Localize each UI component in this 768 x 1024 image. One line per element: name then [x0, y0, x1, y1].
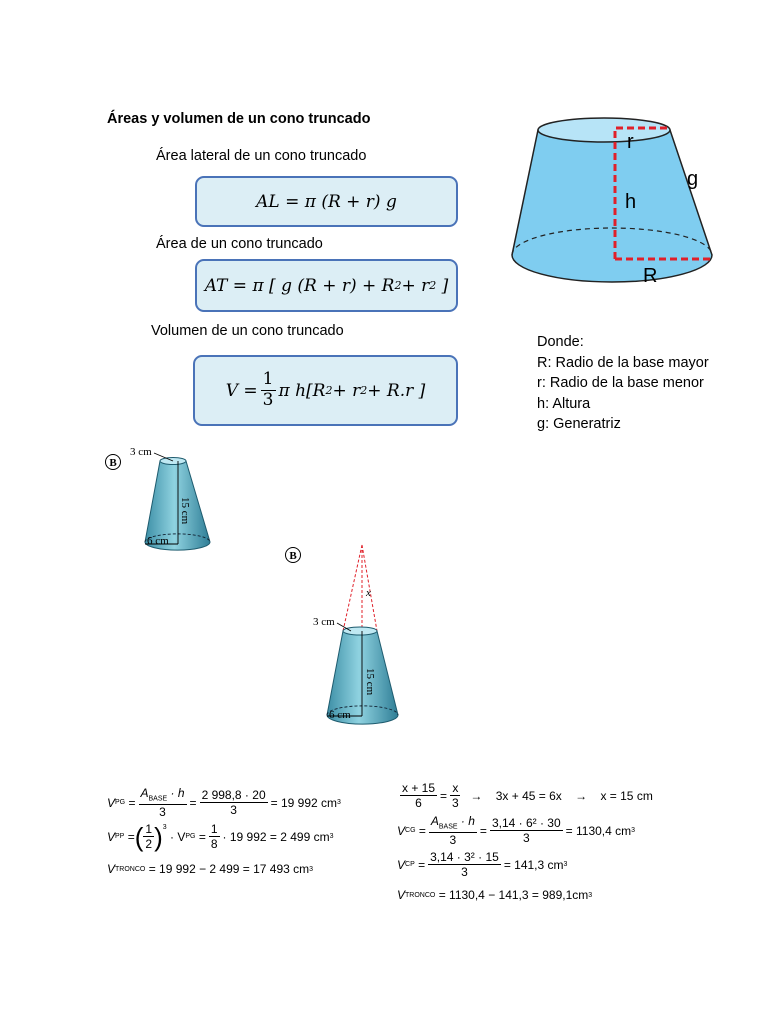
paren-close: ) — [154, 821, 163, 852]
vpp-fnum: 1 — [210, 822, 218, 836]
vcg-result: = 1130,4 cm — [565, 823, 632, 838]
vpp-sub: PP — [115, 833, 125, 841]
badge-b: B — [109, 457, 117, 469]
vpp-v: V — [107, 829, 116, 844]
at-lhs: AT = — [204, 275, 248, 296]
label-R: R — [643, 265, 658, 287]
apex-line-left — [343, 545, 362, 631]
label-h: h — [625, 191, 637, 213]
vpp-eq: = — [127, 829, 135, 844]
vtr-result: = 1130,4 − 141,3 = 989,1cm — [438, 888, 589, 902]
lateral-area-label: Área lateral de un cono truncado — [156, 148, 367, 164]
al-rhs: π (R + r) g — [304, 191, 397, 212]
vpg-h: · h — [167, 786, 185, 800]
at-mid: + r — [401, 275, 430, 296]
vpg-den1: 3 — [159, 804, 166, 819]
legend-heading: Donde: — [537, 334, 584, 350]
vpg-sub: PG — [115, 799, 126, 807]
vpp-pexp: 3 — [162, 824, 167, 831]
page-title: Áreas y volumen de un cono truncado — [107, 111, 371, 127]
volume-formula — [193, 355, 458, 426]
al-lhs: AL = — [256, 191, 300, 212]
calc-proportion — [397, 781, 653, 811]
vcp-sub: CP — [405, 861, 415, 869]
vpp-result: · 19 992 = 2 499 cm — [222, 829, 330, 844]
vcp-num: 3,14 · 3² · 15 — [430, 850, 499, 864]
small-frustum-figure — [100, 440, 220, 565]
vcp-frac — [428, 850, 501, 880]
v-exp1: 2 — [325, 384, 333, 397]
at-exp2: 2 — [429, 279, 437, 292]
lateral-area-formula — [195, 176, 458, 227]
frustum-top — [538, 118, 670, 142]
prop-rest: → 3x + 45 = 6x → x = 15 cm — [470, 788, 653, 803]
vcp-eq: = — [418, 857, 426, 872]
ext-height-label: 15 cm — [364, 668, 376, 696]
vpp-mid: · V — [170, 829, 186, 844]
vcg-v: V — [397, 823, 406, 838]
vcg-frac1 — [429, 814, 477, 847]
vpg-abase: A — [140, 786, 149, 800]
vcg-exp: 3 — [631, 827, 636, 835]
vcg-h: · h — [457, 814, 475, 828]
vt-sub: TRONCO — [115, 865, 146, 873]
legend-item: g: Generatriz — [537, 416, 621, 432]
vcg-abase: A — [430, 814, 439, 828]
vpp-pden: 2 — [145, 837, 153, 852]
label-r: r — [627, 131, 634, 153]
volume-label: Volumen de un cono truncado — [151, 323, 344, 339]
vpp-pnum: 1 — [145, 822, 153, 836]
at-exp1: 2 — [394, 279, 402, 292]
vpg-v: V — [107, 795, 116, 810]
calc-vpg — [107, 786, 341, 819]
v-fraction-num: 1 — [262, 369, 274, 390]
total-area-label: Área de un cono truncado — [156, 236, 323, 252]
v-exp2: 2 — [360, 384, 368, 397]
prop-num2: x — [452, 781, 459, 795]
vcp-v: V — [397, 857, 406, 872]
badge-b: B — [289, 550, 297, 562]
vpg-frac1 — [139, 786, 187, 819]
vcg-eq: = — [418, 823, 426, 838]
at-close: ] — [441, 275, 449, 296]
extended-frustum-figure — [280, 540, 420, 735]
paren-open: ( — [134, 821, 144, 852]
legend — [537, 332, 709, 435]
prop-den1: 6 — [415, 796, 422, 811]
x-label: x — [366, 587, 371, 599]
vcp-exp: 3 — [563, 861, 568, 869]
vpp-msub: PG — [185, 833, 196, 841]
v-lhs: V = — [225, 380, 258, 401]
vcg-den1: 3 — [449, 832, 457, 847]
vt-v: V — [107, 862, 116, 876]
prop-frac1 — [400, 781, 437, 811]
small-base-label: 6 cm — [147, 535, 169, 547]
vcg-sub: CG — [405, 827, 416, 835]
vcg-den2: 3 — [522, 831, 530, 846]
vpg-eq: = — [128, 795, 136, 810]
vpg-exp: 3 — [337, 799, 341, 807]
v-a: π h[R — [278, 380, 326, 401]
v-c: + R.r ] — [367, 380, 426, 401]
ext-frustum-top — [343, 627, 377, 635]
legend-item: R: Radio de la base mayor — [537, 354, 709, 371]
calc-vcg — [397, 814, 635, 847]
vpp-fden: 8 — [210, 837, 218, 852]
vpg-result: = 19 992 cm — [270, 795, 337, 810]
vpg-frac2 — [200, 788, 268, 818]
legend-item: h: Altura — [537, 395, 591, 412]
vtr-sub: TRONCO — [405, 891, 436, 899]
calc-vpp — [107, 822, 334, 852]
v-fraction — [261, 370, 276, 410]
vcp-den: 3 — [461, 865, 468, 880]
vpg-abase-sub: BASE — [148, 795, 168, 803]
small-height-label: 15 cm — [179, 497, 191, 525]
vt-result: = 19 992 − 2 499 = 17 493 cm — [148, 862, 310, 876]
v-fraction-den: 3 — [262, 390, 274, 410]
vt-exp: 3 — [309, 865, 314, 873]
frustum-diagram — [500, 110, 725, 310]
at-open: π [ g (R + r) + R — [252, 275, 395, 296]
prop-eq: = — [440, 788, 448, 803]
vcg-eq2: = — [479, 823, 487, 838]
vpp-frac — [209, 822, 220, 852]
vpg-den2: 3 — [230, 803, 237, 818]
calc-vcp — [397, 850, 567, 880]
calc-vtronco-right — [397, 888, 592, 902]
vcg-abase-sub: BASE — [438, 823, 458, 831]
vpg-eq2: = — [189, 795, 197, 810]
prop-num1: x + 15 — [402, 781, 436, 795]
total-area-formula — [195, 259, 458, 312]
label-g: g — [687, 168, 699, 190]
prop-frac2 — [450, 781, 461, 811]
ext-base-label: 6 cm — [329, 709, 351, 721]
vcp-result: = 141,3 cm — [503, 857, 564, 872]
vpp-exp: 3 — [329, 833, 334, 841]
legend-item: r: Radio de la base menor — [537, 375, 704, 391]
vpp-eq2: = — [198, 829, 206, 844]
vtr-v: V — [397, 888, 406, 902]
v-b: + r — [332, 380, 361, 401]
vpp-pfrac — [143, 822, 154, 852]
calc-vtronco-left — [107, 862, 313, 876]
vcg-frac2 — [490, 816, 563, 846]
vcg-num2: 3,14 · 6² · 30 — [491, 815, 561, 830]
ext-top-label: 3 cm — [313, 616, 335, 628]
small-top-label: 3 cm — [130, 446, 152, 458]
vpg-num2: 2 998,8 · 20 — [201, 787, 266, 802]
vtr-exp: 3 — [588, 891, 593, 899]
prop-den2: 3 — [452, 796, 459, 811]
